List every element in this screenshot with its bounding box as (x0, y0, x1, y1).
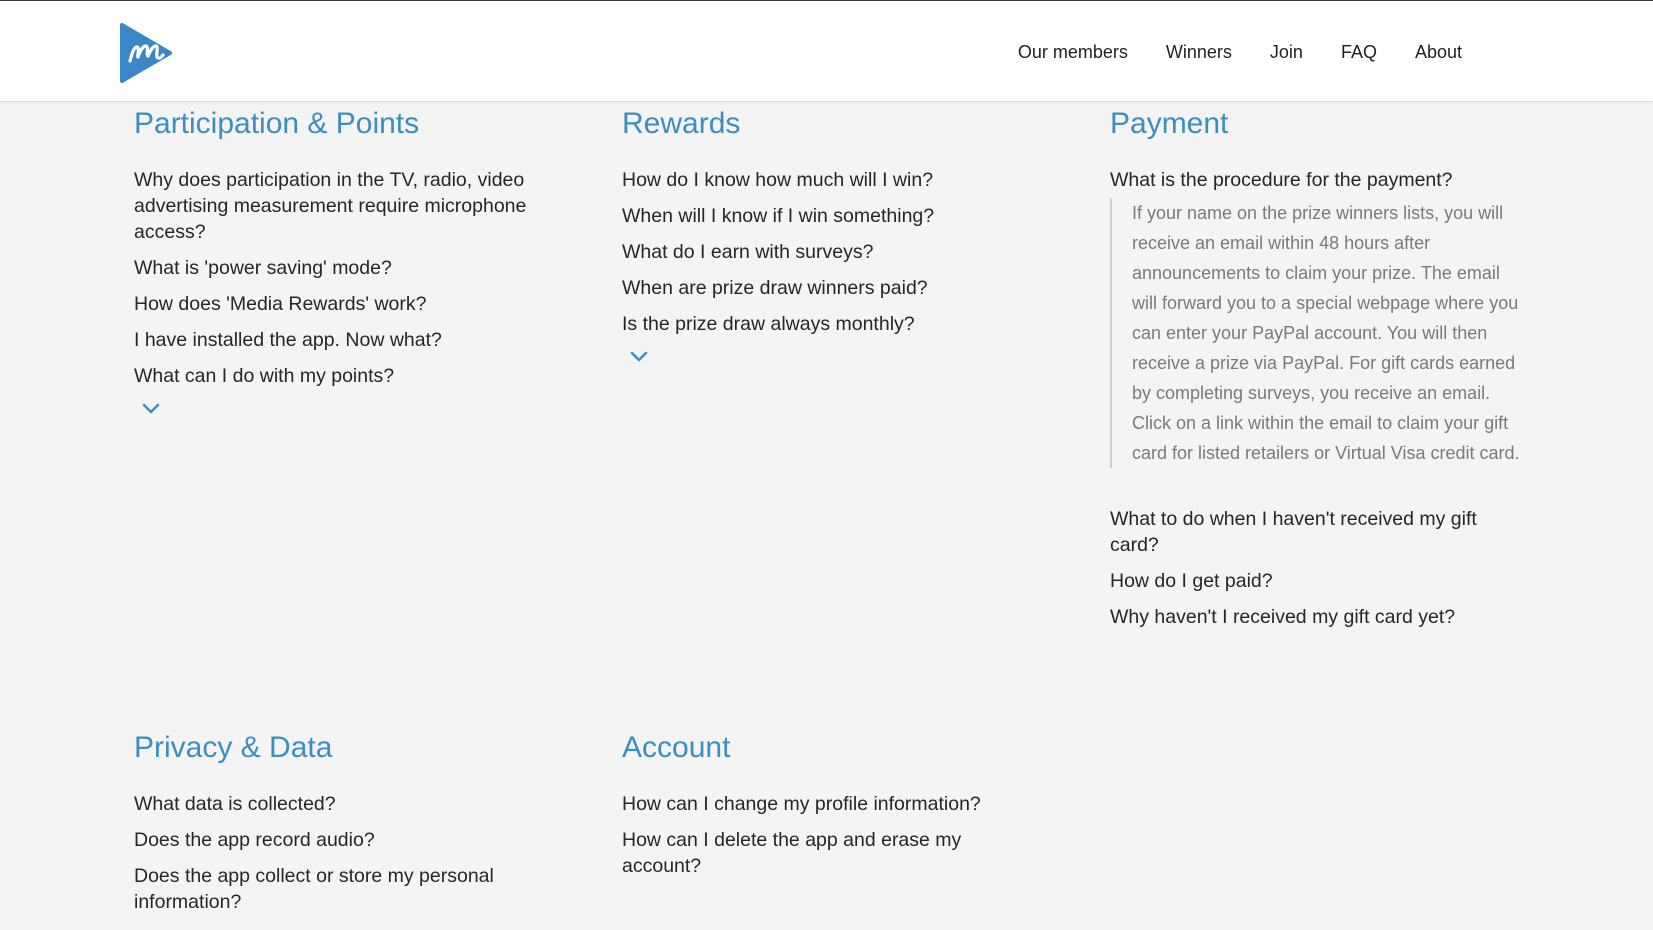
chevron-down-icon[interactable] (628, 349, 650, 365)
faq-question-expanded[interactable]: What is the procedure for the payment? (1110, 169, 1453, 191)
faq-question[interactable]: How can I change my profile information? (622, 793, 981, 815)
faq-question[interactable]: What data is collected? (134, 793, 336, 815)
faq-question[interactable]: How does 'Media Rewards' work? (134, 293, 427, 315)
faq-question[interactable]: I have installed the app. Now what? (134, 329, 442, 351)
faq-question[interactable]: Why does participation in the TV, radio, video advertising measurement require microphone access? (134, 169, 527, 243)
faq-list (134, 167, 554, 389)
faq-question[interactable]: How can I delete the app and erase my account? (622, 829, 962, 877)
section-rewards (622, 106, 1052, 365)
section-participation (134, 106, 554, 417)
faq-question[interactable]: What is 'power saving' mode? (134, 257, 392, 279)
faq-question[interactable]: How do I get paid? (1110, 570, 1273, 592)
faq-question[interactable]: Why haven't I received my gift card yet? (1110, 606, 1456, 628)
faq-answer: If your name on the prize winners lists, you will receive an email within 48 hours after announcements to claim your prize. The email will forward you to a special webpage where you can enter your PayPal account. You will then receive a prize via PayPal. For gift cards earned by completing surveys, you receive an email. Click on a link within the email to claim your gift card for listed retailers or Virtual Visa credit card. (1110, 198, 1520, 468)
section-payment (1110, 106, 1530, 640)
nav-faq[interactable]: FAQ (1340, 42, 1377, 62)
faq-question[interactable]: What do I earn with surveys? (622, 241, 874, 263)
faq-question[interactable]: When are prize draw winners paid? (622, 277, 928, 299)
faq-list (1110, 167, 1530, 630)
nav-about[interactable]: About (1414, 42, 1462, 62)
faq-question[interactable]: How do I know how much will I win? (622, 169, 934, 191)
faq-question[interactable]: Does the app collect or store my personal information? (134, 865, 494, 913)
section-title: Rewards (622, 107, 741, 140)
faq-question[interactable]: Does the app record audio? (134, 829, 375, 851)
faq-list (134, 791, 494, 915)
logo-icon[interactable] (118, 23, 172, 83)
nav-join[interactable]: Join (1269, 42, 1303, 62)
section-title: Account (622, 731, 731, 764)
chevron-down-icon[interactable] (140, 401, 162, 417)
main-nav (1018, 39, 1462, 65)
site-header (0, 1, 1653, 102)
nav-our-members[interactable]: Our members (1017, 42, 1128, 62)
faq-list (622, 791, 1022, 879)
section-title: Payment (1110, 107, 1229, 140)
section-account (622, 730, 1022, 889)
section-privacy (134, 730, 494, 925)
nav-winners[interactable]: Winners (1165, 42, 1232, 62)
faq-question[interactable]: When will I know if I win something? (622, 205, 935, 227)
faq-question[interactable]: What to do when I haven't received my gift card? (1110, 508, 1477, 556)
section-title: Participation & Points (134, 107, 420, 140)
faq-question[interactable]: What can I do with my points? (134, 365, 395, 387)
section-title: Privacy & Data (134, 731, 333, 764)
faq-list (622, 167, 1052, 337)
faq-question[interactable]: Is the prize draw always monthly? (622, 313, 915, 335)
